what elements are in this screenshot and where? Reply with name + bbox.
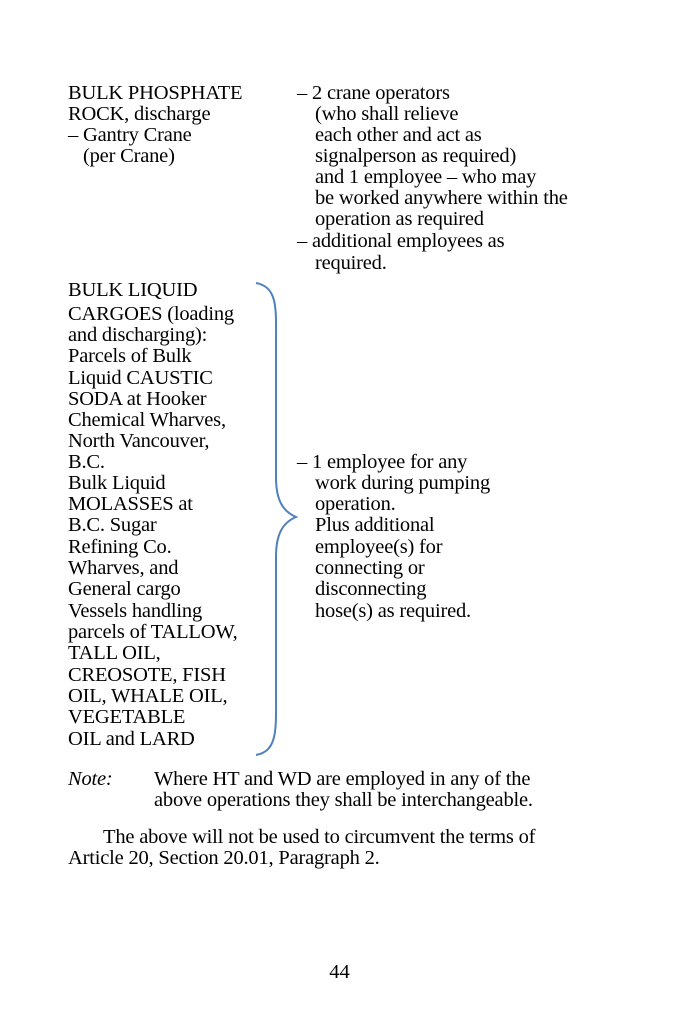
- liquid-left-line-21: VEGETABLE: [68, 706, 186, 728]
- liquid-left-line-22: OIL and LARD: [68, 728, 195, 750]
- paragraph-line-1: The above will not be used to circumvent the terms of: [103, 826, 536, 848]
- liquid-right-line-3: operation.: [315, 493, 396, 515]
- liquid-right-line-2: work during pumping: [315, 472, 490, 494]
- liquid-left-line-17: parcels of TALLOW,: [68, 621, 238, 643]
- liquid-right-line-6: connecting or: [315, 557, 425, 579]
- phosphate-left-line-2: ROCK, discharge: [68, 103, 211, 125]
- phosphate-right-line-8: – additional employees as: [297, 230, 505, 252]
- phosphate-right-line-7: operation as required: [315, 208, 484, 230]
- liquid-left-line-10: Bulk Liquid: [68, 472, 166, 494]
- phosphate-left-line-1: BULK PHOSPHATE: [68, 82, 243, 104]
- liquid-left-line-1: BULK LIQUID: [68, 279, 198, 301]
- liquid-left-line-18: TALL OIL,: [68, 642, 161, 664]
- liquid-left-line-15: General cargo: [68, 578, 181, 600]
- liquid-left-line-4: Parcels of Bulk: [68, 345, 192, 367]
- liquid-left-line-16: Vessels handling: [68, 600, 203, 622]
- liquid-left-line-20: OIL, WHALE OIL,: [68, 685, 228, 707]
- phosphate-right-line-4: signalperson as required): [315, 145, 517, 167]
- liquid-left-line-3: and discharging):: [68, 324, 208, 346]
- phosphate-left-line-4: (per Crane): [83, 145, 175, 167]
- liquid-right-line-4: Plus additional: [315, 514, 435, 536]
- phosphate-right-line-2: (who shall relieve: [315, 103, 459, 125]
- note-line-1: Where HT and WD are employed in any of the: [154, 768, 531, 790]
- liquid-right-line-1: – 1 employee for any: [297, 451, 468, 473]
- liquid-left-line-6: SODA at Hooker: [68, 388, 207, 410]
- note-line-2: above operations they shall be interchangeable.: [154, 789, 533, 811]
- liquid-left-line-19: CREOSOTE, FISH: [68, 664, 226, 686]
- liquid-left-line-11: MOLASSES at: [68, 493, 193, 515]
- paragraph-line-2: Article 20, Section 20.01, Paragraph 2.: [68, 847, 380, 869]
- liquid-left-line-14: Wharves, and: [68, 557, 179, 579]
- phosphate-right-line-5: and 1 employee – who may: [315, 166, 537, 188]
- liquid-right-line-5: employee(s) for: [315, 536, 443, 558]
- liquid-right-line-7: disconnecting: [315, 578, 427, 600]
- phosphate-right-line-9: required.: [315, 252, 387, 274]
- phosphate-right-line-6: be worked anywhere within the: [315, 187, 568, 209]
- curly-brace-graphic: [250, 281, 302, 757]
- phosphate-right-line-1: – 2 crane operators: [297, 82, 450, 104]
- liquid-left-line-8: North Vancouver,: [68, 430, 210, 452]
- liquid-left-line-2: CARGOES (loading: [68, 303, 234, 325]
- liquid-right-line-8: hose(s) as required.: [315, 600, 471, 622]
- phosphate-right-line-3: each other and act as: [315, 124, 482, 146]
- liquid-left-line-7: Chemical Wharves,: [68, 409, 226, 431]
- liquid-left-line-12: B.C. Sugar: [68, 514, 157, 536]
- liquid-left-line-13: Refining Co.: [68, 536, 172, 558]
- liquid-left-line-5: Liquid CAUSTIC: [68, 367, 213, 389]
- note-label: Note:: [68, 768, 113, 790]
- page-number: 44: [329, 961, 350, 983]
- liquid-left-line-9: B.C.: [68, 451, 105, 473]
- phosphate-left-line-3: – Gantry Crane: [68, 124, 192, 146]
